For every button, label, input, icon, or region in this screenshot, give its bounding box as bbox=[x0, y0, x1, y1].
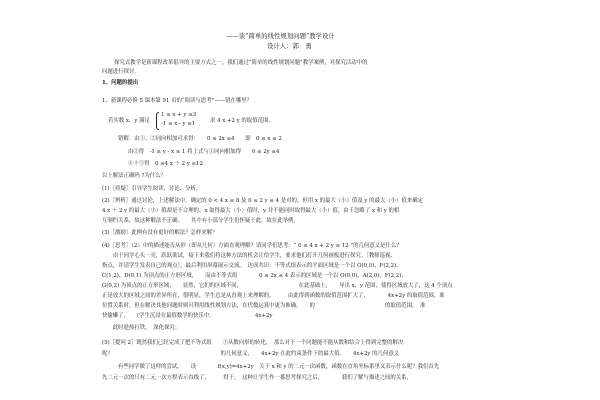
paragraph-think-5: G(0,2) 为顶点的正方形区域， 显然，它们的区域不同， 在此基础上， 导出 x、y 范围，使得区域放大了，这 4 个顶点 bbox=[102, 283, 453, 289]
wrong-solution-line-3: ④十⑤得 0 ≤4 x ＋ 2 y ≤12 bbox=[128, 161, 203, 167]
paragraph-attempt-2: 先二元一次的只有二元一次方程表示直线了， 得于， 这种让学生作一番思考探究之后， 我们了解与描述之间的关系， bbox=[102, 375, 412, 381]
doc-title: ——谈“简单的线性规划问题”教学设计 bbox=[226, 32, 335, 40]
question-1-condition: 若实数 x、y 满足 bbox=[108, 118, 150, 124]
intro-line-2: 问题进行探讨。 bbox=[102, 69, 140, 75]
wrong-solution-line-2: 由②得 -1 ≤ y - x ≤ 1 将上式与①同向相加得 0 ≤ 2y ≤4 bbox=[128, 149, 280, 155]
system-inequality-b: -1 ≤ x - y ≤1 bbox=[161, 121, 196, 127]
wrong-solution-line-1: 错解：由①、②同向相加可求得： 0 ≤ 2x ≤4 即 0 ≤ x ≤ 2 bbox=[118, 136, 282, 142]
paragraph-think-4: C(1,2)、D(0,1) 为顶点的正方形区域， 而由不等式组 0 ≤ 2x ≤ 4 表示的区域是一个以 O(0,0)、A(2,0)、F(2,2)、 bbox=[102, 273, 407, 279]
paragraph-question-2-2: 呢？ 的几何意义， 4x+2y 在此约束条件下的最大值。 4x+2y 的几何意义 bbox=[102, 351, 400, 357]
paragraph-doubt: (1)［质疑］引导学生阅读、讨论、分析。 bbox=[102, 186, 202, 192]
section-heading-1: 1、问题的提出 bbox=[102, 80, 139, 86]
paragraph-think-2: 由于同学心头一亮，跃跃欲试，接下来我们将这种方法的机会让给学生，要求他们打开几何画板进行探究。［教师巡视、 bbox=[102, 253, 396, 259]
system-brace bbox=[156, 112, 159, 130]
paragraph-think-1: (4)［思考］（2）中的描述能否从形（即从几何）方面直观理解？请同学们思考：“ 0 ≤ 4 x + 2 y ≤ 12 ”的几何意义是什么？ bbox=[102, 243, 402, 249]
paragraph-think-9: 此时趁热打铁， 深化探究： bbox=[102, 325, 181, 331]
paragraph-analysis-2: 4 x ＋ 2 y 的最大（小）值却是不合理的。x 取得最大（小）值时，y 并不能同时取得最大（小）值。由于忽略了 x 和 y 的相 bbox=[102, 208, 400, 214]
paragraph-think-6: 正是放大的区域之间的差异所在，很明显，学生总是从直观上来理解的， 由此得到函数的取值范围扩大了， 4x+2y 的取值范围，准 bbox=[102, 293, 445, 299]
paragraph-analysis-1: (2)［辨析］通过讨论，上述解法中，确定的 0 < 4 x ≤ 8 及 0 ≤ 2 y ≤ 4 是对的，但用 x 的最大（小）值及 y 的最大（小）值来确定 bbox=[102, 198, 424, 204]
paragraph-question-2-1: (5)［提问 2］既然我们已经完成了把不等式组 ①从数向形的转化， 那么对于一个问题能不能从数和结合上得到完整的解决 bbox=[102, 340, 404, 346]
paragraph-think-7: 位置关系时，但在解决其他问题时则可利用线性规划方法，在代数运算中更为准确， 的 的取值范围， 准 bbox=[102, 303, 426, 309]
intro-line-1: 探究式教学是新课程改革倡导的主要方式之一，我们通过“简单的线性规划问题”教学案例，对探究活动中的 bbox=[114, 60, 368, 66]
paragraph-think-3: 指点，并请学生发表自己的观点］，最后利用屏幕展示交流。 达成共识：不等式组表示的平面区域是一个以 O(0,0)、F(2,2)、 bbox=[102, 263, 402, 269]
paragraph-think-8: 快偷懒了， (学生沉浸在最值数学的快乐中。 4x+2y bbox=[102, 313, 273, 319]
wrong-solution-question: 以上解法正确吗 ?为什么？ bbox=[102, 173, 166, 179]
doc-author: 设计人：郭 勇 bbox=[267, 42, 312, 50]
paragraph-motivate: (3)［激励］此例有没有更好的解法？怎样求解？ bbox=[102, 230, 218, 236]
system-inequality-a: 1 ≤ x + y ≤3 bbox=[161, 112, 197, 118]
question-1-heading: 1、新课程必修 5 课本第 91 页的“阅读与思考”——错在哪里？ bbox=[102, 98, 253, 104]
paragraph-attempt-1: 有些同学做了这样的尝试， 设 f(x,y)=4x+2y 关于 x 和 y 的二元一次函数，函数在直角坐标系里又表示什么呢？我们首先 bbox=[118, 364, 440, 370]
paragraph-analysis-3: 互制约关系，故这种解法不正确。 其中有小部分学生仍怀疑于此，故在此举例。 bbox=[102, 218, 299, 224]
question-1-goal: 求 4 x +2 y 的取值范围。 bbox=[210, 118, 274, 124]
